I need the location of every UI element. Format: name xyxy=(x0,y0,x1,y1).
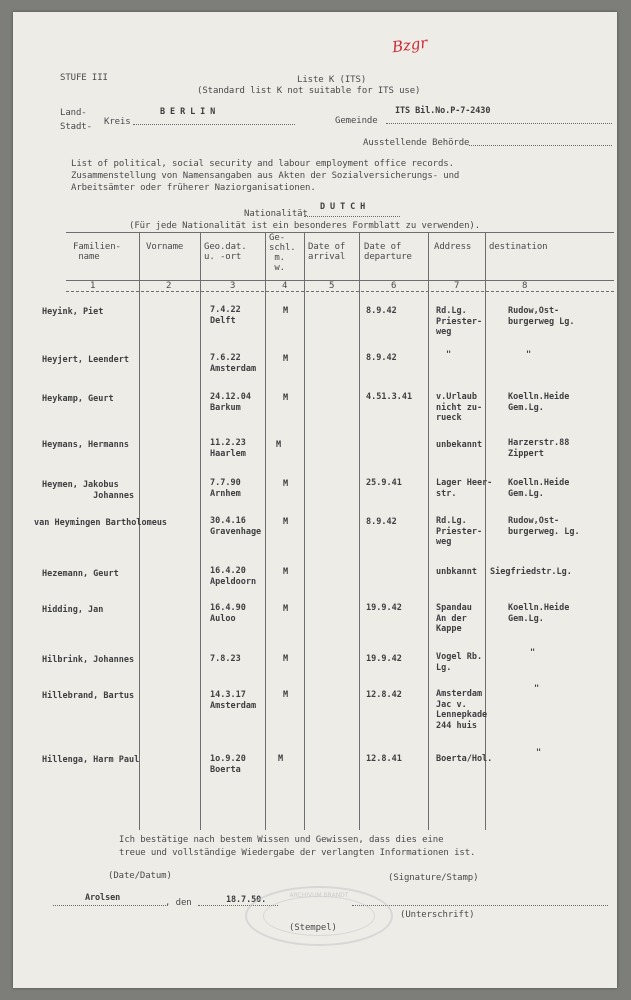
cell-name: Hillenga, Harm Paul xyxy=(42,755,140,765)
date-label: (Date/Datum) xyxy=(108,871,172,881)
intro-line-3: Arbeitsämter oder früherer Naziorganisationen. xyxy=(71,183,316,193)
table-numbers-rule xyxy=(66,291,614,292)
cell-birth: 11.2.23 Haarlem xyxy=(210,438,246,459)
column-number: 4 xyxy=(282,281,288,291)
column-number: 3 xyxy=(230,281,236,291)
nationality-label: Nationalität xyxy=(244,209,308,219)
cell-name: Hidding, Jan xyxy=(42,605,104,615)
cell-name: Heykamp, Geurt xyxy=(42,394,114,404)
cell-name: Heyjert, Leendert xyxy=(42,355,129,365)
cell-departure: 19.9.42 xyxy=(366,603,402,613)
cell-address: v.Urlaub nicht zu- rueck xyxy=(436,392,483,423)
cell-name: van Heymingen Bartholomeus xyxy=(34,518,168,528)
stufe-label: STUFE III xyxy=(60,73,108,83)
cell-address: Vogel Rb. Lg. xyxy=(436,652,483,673)
cell-destination: Siegfriedstr.Lg. xyxy=(490,567,572,577)
cell-destination: Harzerstr.88 Zippert xyxy=(508,438,570,459)
cell-birth: 7.6.22 Amsterdam xyxy=(210,353,257,374)
column-number: 5 xyxy=(329,281,335,291)
stamp-text: ARCHIVUM BRANDT xyxy=(289,892,349,899)
liste-title: Liste K (ITS) xyxy=(297,75,367,85)
column-number: 8 xyxy=(522,281,528,291)
cell-birth: 16.4.20 Apeldoorn xyxy=(210,566,257,587)
cell-sex: M xyxy=(283,479,289,489)
cell-departure: 8.9.42 xyxy=(366,353,397,363)
column-header-address: Address xyxy=(434,242,472,252)
cell-sex: M xyxy=(283,654,289,664)
cell-sex: M xyxy=(276,440,282,450)
cell-destination: " xyxy=(536,748,542,758)
cell-sex: M xyxy=(283,517,289,527)
column-header-arrival: Date of arrival xyxy=(308,242,346,262)
intro-line-2: Zusammenstellung von Namensangaben aus Akten der Sozialversicherungs- und xyxy=(71,171,460,181)
stempel-label: (Stempel) xyxy=(289,923,337,933)
cell-address: Lager Heer- str. xyxy=(436,478,493,499)
cell-name: Heyink, Piet xyxy=(42,307,104,317)
cell-destination: Rudow,Ost- burgerweg Lg. xyxy=(508,306,575,327)
cell-destination: " xyxy=(526,350,532,360)
cell-birth: 7.7.90 Arnhem xyxy=(210,478,241,499)
cell-address: Amsterdam Jac v. Lennepkade 244 huis xyxy=(436,689,488,731)
cell-departure: 8.9.42 xyxy=(366,306,397,316)
cell-departure: 12.8.41 xyxy=(366,754,402,764)
cell-departure: 4.51.3.41 xyxy=(366,392,413,402)
handwritten-annotation: Bzgr xyxy=(390,33,429,57)
cell-address: Rd.Lg. Priester- weg xyxy=(436,306,483,337)
cell-name: Hillebrand, Bartus xyxy=(42,691,135,701)
column-divider xyxy=(485,232,486,830)
column-divider xyxy=(304,232,305,830)
stadt-label: Stadt- xyxy=(60,122,92,132)
column-number: 1 xyxy=(90,281,96,291)
cell-address: Spandau An der Kappe xyxy=(436,603,472,634)
column-header-birth: Geo.dat. u. -ort xyxy=(204,242,247,262)
gemeinde-label: Gemeinde xyxy=(335,116,378,126)
table-top-rule xyxy=(66,232,614,233)
cell-address: unbkannt xyxy=(436,567,477,577)
signature-dotted-line xyxy=(352,905,608,906)
nationality-dotted-line xyxy=(304,216,400,217)
cell-birth: 14.3.17 Amsterdam xyxy=(210,690,257,711)
cell-destination: " xyxy=(534,684,540,694)
cell-address: unbekannt xyxy=(436,440,483,450)
land-label: Land- xyxy=(60,108,87,118)
behoerde-dotted-line xyxy=(469,145,612,146)
cell-birth: 30.4.16 Gravenhage xyxy=(210,516,262,537)
liste-note: (Standard list K not suitable for ITS use) xyxy=(197,86,421,96)
cell-address: Boerta/Hol. xyxy=(436,754,493,764)
cell-address: Rd.Lg. Priester- weg xyxy=(436,516,483,547)
column-number: 2 xyxy=(166,281,172,291)
kreis-dotted-line xyxy=(133,124,295,125)
cell-sex: M xyxy=(283,306,289,316)
archive-stamp xyxy=(245,886,393,946)
cell-sex: M xyxy=(283,604,289,614)
nationality-value: D U T C H xyxy=(320,202,366,212)
column-number: 7 xyxy=(454,281,460,291)
cell-birth: 1o.9.20 Boerta xyxy=(210,754,246,775)
cell-destination: " xyxy=(530,648,536,658)
cell-departure: 12.8.42 xyxy=(366,690,402,700)
column-divider xyxy=(139,232,140,830)
cell-name: Heymans, Hermanns xyxy=(42,440,129,450)
cell-name: Heymen, Jakobus Johannes xyxy=(42,480,135,501)
cell-destination: Koelln.Heide Gem.Lg. xyxy=(508,392,570,413)
column-header-sex: Ge- schl. m. w. xyxy=(269,233,296,273)
column-header-familienname: Familien- name xyxy=(73,242,121,262)
cell-birth: 7.8.23 xyxy=(210,654,241,664)
den-label: , den xyxy=(165,898,192,908)
cell-sex: M xyxy=(283,567,289,577)
cell-name: Hezemann, Geurt xyxy=(42,569,119,579)
unterschrift-label: (Unterschrift) xyxy=(400,910,475,920)
cell-destination: Koelln.Heide Gem.Lg. xyxy=(508,603,570,624)
column-header-vorname: Vorname xyxy=(146,242,184,252)
cell-destination: Rudow,Ost- burgerweg. Lg. xyxy=(508,516,580,537)
cell-birth: 24.12.04 Barkum xyxy=(210,392,251,413)
column-divider xyxy=(200,232,201,830)
gemeinde-value: ITS Bil.No.P-7-2430 xyxy=(395,106,491,116)
column-header-destination: destination xyxy=(489,242,548,252)
declaration-line-2: treue und vollständige Wiedergabe der verlangten Informationen ist. xyxy=(119,848,476,858)
place-value: Arolsen xyxy=(85,893,121,903)
cell-address: " xyxy=(446,350,452,360)
cell-sex: M xyxy=(283,690,289,700)
declaration-line-1: Ich bestätige nach bestem Wissen und Gewissen, dass dies eine xyxy=(119,835,444,845)
intro-line-1: List of political, social security and labour employment office records. xyxy=(71,159,454,169)
cell-sex: M xyxy=(283,354,289,364)
cell-destination: Koelln.Heide Gem.Lg. xyxy=(508,478,570,499)
table-header-rule xyxy=(66,280,614,281)
cell-birth: 16.4.90 Auloo xyxy=(210,603,246,624)
behoerde-label: Ausstellende Behörde xyxy=(363,138,470,148)
signature-label: (Signature/Stamp) xyxy=(388,873,479,883)
cell-sex: M xyxy=(283,393,289,403)
date-value: 18.7.50. xyxy=(226,895,267,905)
nationality-note: (Für jede Nationalität ist ein besonderes Formblatt zu verwenden). xyxy=(129,221,481,231)
column-divider xyxy=(265,232,266,830)
kreis-label: Kreis xyxy=(104,117,131,127)
gemeinde-dotted-line xyxy=(386,123,612,124)
cell-name: Hilbrink, Johannes xyxy=(42,655,135,665)
column-divider xyxy=(359,232,360,830)
column-number: 6 xyxy=(391,281,397,291)
cell-departure: 19.9.42 xyxy=(366,654,402,664)
cell-sex: M xyxy=(278,754,284,764)
cell-birth: 7.4.22 Delft xyxy=(210,305,241,326)
column-header-departure: Date of departure xyxy=(364,242,412,262)
kreis-value: B E R L I N xyxy=(160,107,216,117)
place-dotted-line xyxy=(53,905,166,906)
cell-departure: 8.9.42 xyxy=(366,517,397,527)
cell-departure: 25.9.41 xyxy=(366,478,402,488)
column-divider xyxy=(428,232,429,830)
